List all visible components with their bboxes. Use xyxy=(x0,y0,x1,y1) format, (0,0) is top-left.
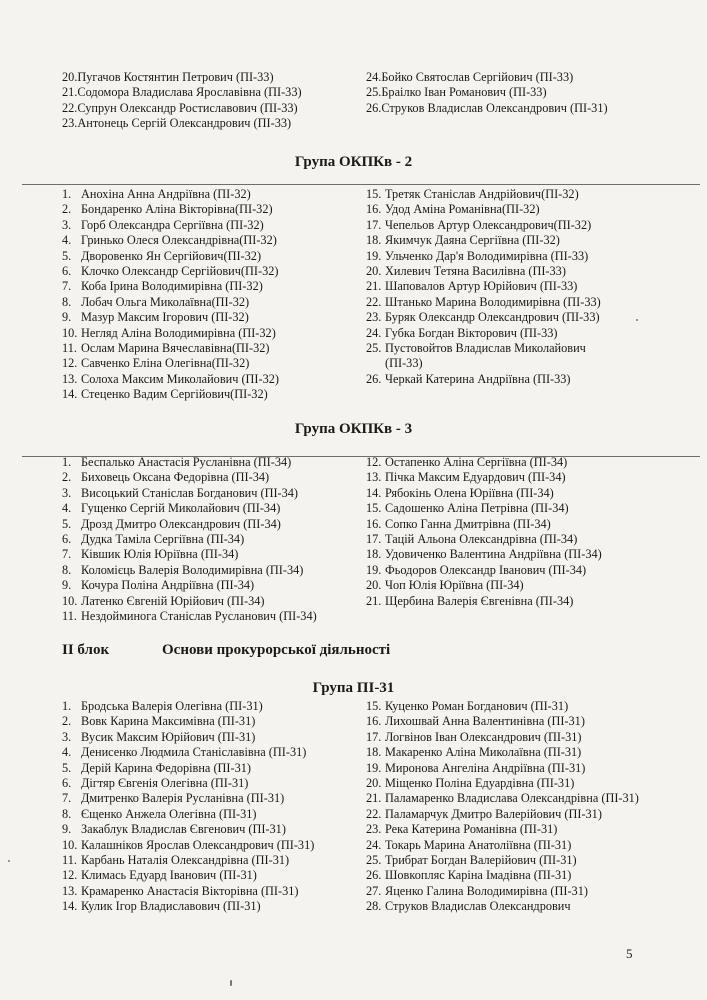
list-item-number: 6. xyxy=(62,264,72,279)
list-item-name: Дрозд Дмитро Олександрович (ПІ-34) xyxy=(81,516,281,531)
list-item-number: 21. xyxy=(366,791,382,806)
group-okpkv3-left xyxy=(62,455,362,624)
list-item-number: 2. xyxy=(62,202,72,217)
group-pi31-left xyxy=(62,699,362,915)
list-item xyxy=(62,249,362,264)
list-item-number: 11. xyxy=(62,853,77,868)
list-item-number: 3. xyxy=(62,485,72,500)
list-item xyxy=(366,295,666,310)
list-item-number: 25. xyxy=(366,853,382,868)
list-item-number: 1. xyxy=(62,455,72,469)
group-okpkv2-left xyxy=(62,187,362,403)
list-item-name: Бондаренко Аліна Вікторівна(ПІ-32) xyxy=(81,202,273,217)
list-item-number: 4. xyxy=(62,501,72,516)
list-item-number: 17. xyxy=(366,217,382,232)
group-okpkv3-right xyxy=(366,455,666,609)
list-item xyxy=(62,455,362,470)
list-item-number: 22. xyxy=(366,806,382,821)
list-item-number: 1. xyxy=(62,699,72,713)
list-item: 26.Струков Владислав Олександрович (ПІ-31) xyxy=(366,100,608,115)
list-item-name: Міщенко Поліна Едуардівна (ПІ-31) xyxy=(385,776,575,791)
list-item-number: 10. xyxy=(62,837,78,852)
list-item-number: 23. xyxy=(366,822,382,837)
list-item xyxy=(62,470,362,485)
page-number: 5 xyxy=(626,946,633,961)
list-item xyxy=(62,295,362,310)
list-item-number: 27. xyxy=(366,883,382,898)
list-item-name: Денисенко Людмила Станіславівна (ПІ-31) xyxy=(81,745,307,760)
list-item-name: Крамаренко Анастасія Вікторівна (ПІ-31) xyxy=(81,883,299,898)
list-item-number: 7. xyxy=(62,791,72,806)
list-item xyxy=(62,202,362,217)
list-item-name: Вусик Максим Юрійович (ПІ-31) xyxy=(81,729,256,744)
list-item-name: Закаблук Владислав Євгенович (ПІ-31) xyxy=(81,822,286,837)
list-item xyxy=(62,279,362,294)
list-item-number: 5. xyxy=(62,248,72,263)
group-pi31-title: Група ПІ-31 xyxy=(312,680,395,696)
list-item xyxy=(62,609,362,624)
list-item-name: (ПІ-33) xyxy=(385,356,423,371)
list-item xyxy=(62,264,362,279)
list-item-name: Удод Аміна Романівна(ПІ-32) xyxy=(385,202,540,217)
list-item-number: 8. xyxy=(62,294,72,309)
list-item xyxy=(366,714,666,729)
list-item-number: 14. xyxy=(366,485,382,500)
list-item-name: Лобач Ольга Миколаївна(ПІ-32) xyxy=(81,294,250,309)
list-item: 21.Содомора Владислава Ярославівна (ПІ-33) xyxy=(62,85,302,100)
list-item xyxy=(366,249,666,264)
list-item-number: 9. xyxy=(62,310,72,325)
list-item-number: 2. xyxy=(62,470,72,485)
list-item-name: Дмитренко Валерія Русланівна (ПІ-31) xyxy=(81,791,285,806)
continued-list-left xyxy=(62,70,362,132)
list-item xyxy=(62,714,362,729)
list-item-number: 23. xyxy=(366,310,382,325)
list-item-number: 20. xyxy=(366,264,382,279)
list-item-name: Тацій Альона Олександрівна (ПІ-34) xyxy=(385,532,578,547)
list-item-name: Логвінов Іван Олександрович (ПІ-31) xyxy=(385,729,582,744)
list-item xyxy=(62,486,362,501)
list-item xyxy=(62,563,362,578)
list-item xyxy=(62,730,362,745)
list-item-number: 21. xyxy=(366,279,382,294)
list-item-name: Остапенко Аліна Сергіївна (ПІ-34) xyxy=(385,455,568,469)
list-item-name: Паламарчук Дмитро Валерійович (ПІ-31) xyxy=(385,806,602,821)
list-item xyxy=(62,517,362,532)
list-item-name: Клочко Олександр Сергійович(ПІ-32) xyxy=(81,264,279,279)
list-item-number: 25. xyxy=(366,341,382,356)
list-item xyxy=(366,563,666,578)
list-item xyxy=(62,776,362,791)
block-title: Основи прокурорської діяльності xyxy=(162,642,391,658)
list-item-number: 4. xyxy=(62,233,72,248)
list-item-name: Климась Едуард Іванович (ПІ-31) xyxy=(81,868,257,883)
list-item-number: 2. xyxy=(62,714,72,729)
list-item-name: Анохіна Анна Андріївна (ПІ-32) xyxy=(81,187,251,201)
list-item-number: 22. xyxy=(366,294,382,309)
list-item-number: 26. xyxy=(366,868,382,883)
list-item: 25.Браілко Іван Романович (ПІ-33) xyxy=(366,85,547,100)
list-item-name: Пустовойтов Владислав Миколайович xyxy=(385,341,586,356)
list-item xyxy=(366,187,666,202)
list-item xyxy=(366,791,666,806)
list-item-number: 10. xyxy=(62,593,78,608)
list-item-number: 21. xyxy=(366,593,382,608)
list-item xyxy=(366,532,666,547)
list-item-name: Паламаренко Владислава Олександрівна (ПІ-31) xyxy=(385,791,639,806)
list-item xyxy=(62,187,362,202)
list-item-name: Сопко Ганна Дмитрівна (ПІ-34) xyxy=(385,516,551,531)
list-item-number: 12. xyxy=(62,356,78,371)
list-item xyxy=(366,776,666,791)
list-item-number: 13. xyxy=(62,883,78,898)
list-item-number: 11. xyxy=(62,341,77,356)
list-item-number: 19. xyxy=(366,760,382,775)
list-item-name: Лихошвай Анна Валентинівна (ПІ-31) xyxy=(385,714,585,729)
list-item xyxy=(62,501,362,516)
list-item xyxy=(62,594,362,609)
list-item-number: 19. xyxy=(366,562,382,577)
list-item-number: 7. xyxy=(62,279,72,294)
list-item xyxy=(62,822,362,837)
list-item-name: Миронова Ангеліна Андріївна (ПІ-31) xyxy=(385,760,586,775)
list-item xyxy=(366,264,666,279)
list-item-number: 17. xyxy=(366,532,382,547)
group-pi31-right xyxy=(366,699,666,915)
list-item-name: Шовкопляс Каріна Імадівна (ПІ-31) xyxy=(385,868,572,883)
list-item xyxy=(366,578,666,593)
list-item-number: 24. xyxy=(366,837,382,852)
list-item xyxy=(366,807,666,822)
list-item-number: 7. xyxy=(62,547,72,562)
list-item-name: Ульченко Дар'я Володимирівна (ПІ-33) xyxy=(385,248,589,263)
list-item-name: Щербина Валерія Євгенівна (ПІ-34) xyxy=(385,593,574,608)
list-item-name: Хилевич Тетяна Василівна (ПІ-33) xyxy=(385,264,566,279)
continued-list-right xyxy=(366,70,666,116)
list-item-name: Буряк Олександр Олександрович (ПІ-33) xyxy=(385,310,600,325)
scan-strike-line xyxy=(22,184,700,185)
list-item xyxy=(62,356,362,371)
list-item-name: Калашніков Ярослав Олександрович (ПІ-31) xyxy=(81,837,315,852)
list-item xyxy=(62,532,362,547)
list-item xyxy=(366,838,666,853)
list-item: 23.Антонець Сергій Олександрович (ПІ-33) xyxy=(62,116,292,131)
list-item xyxy=(62,578,362,593)
list-item-number: 8. xyxy=(62,562,72,577)
list-item-name: Дудка Таміла Сергіївна (ПІ-34) xyxy=(81,532,245,547)
list-item xyxy=(366,547,666,562)
list-item xyxy=(366,202,666,217)
list-item-number: 18. xyxy=(366,745,382,760)
list-item xyxy=(366,218,666,233)
list-item xyxy=(62,387,362,402)
list-item-name: Шаповалов Артур Юрійович (ПІ-33) xyxy=(385,279,578,294)
list-item xyxy=(62,868,362,883)
list-item-name: Дворовенко Ян Сергійович(ПІ-32) xyxy=(81,248,262,263)
list-item xyxy=(62,745,362,760)
list-item xyxy=(366,822,666,837)
list-item-number: 15. xyxy=(366,501,382,516)
list-item-name: Струков Владислав Олександрович xyxy=(385,899,571,914)
list-item-name: Яценко Галина Володимирівна (ПІ-31) xyxy=(385,883,588,898)
list-item-name: Удовиченко Валентина Андріївна (ПІ-34) xyxy=(385,547,602,562)
list-item-name: Дігтяр Євгенія Олегівна (ПІ-31) xyxy=(81,776,249,791)
list-item-name: Губка Богдан Вікторович (ПІ-33) xyxy=(385,325,558,340)
list-item-number: 15. xyxy=(366,187,382,201)
list-item: 24.Бойко Святослав Сергійович (ПІ-33) xyxy=(366,70,574,84)
list-item-name: Мазур Максим Ігорович (ПІ-32) xyxy=(81,310,249,325)
list-item-name: Коба Ірина Володимирівна (ПІ-32) xyxy=(81,279,263,294)
list-item-name: Черкай Катерина Андріївна (ПІ-33) xyxy=(385,371,571,386)
list-item xyxy=(366,341,666,356)
list-item-name: Штанько Марина Володимирівна (ПІ-33) xyxy=(385,294,601,309)
list-item-name: Солоха Максим Миколайович (ПІ-32) xyxy=(81,371,280,386)
list-item-number: 8. xyxy=(62,806,72,821)
list-item-name: Латенко Євгеній Юрійович (ПІ-34) xyxy=(81,593,265,608)
list-item-number: 11. xyxy=(62,609,77,624)
list-item xyxy=(62,899,362,914)
list-item-number: 13. xyxy=(62,371,78,386)
list-item xyxy=(62,218,362,233)
list-item xyxy=(62,791,362,806)
list-item xyxy=(62,699,362,714)
list-item xyxy=(366,501,666,516)
list-item xyxy=(366,372,666,387)
list-item xyxy=(366,699,666,714)
list-item xyxy=(366,310,666,325)
list-item xyxy=(366,745,666,760)
list-item xyxy=(62,341,362,356)
list-item xyxy=(62,547,362,562)
list-item-name: Чоп Юлія Юріївна (ПІ-34) xyxy=(385,578,524,593)
list-item-name: Третяк Станіслав Андрійович(ПІ-32) xyxy=(385,187,579,201)
list-item-number: 5. xyxy=(62,760,72,775)
list-item xyxy=(366,761,666,776)
list-item-name: Беспалько Анастасія Русланівна (ПІ-34) xyxy=(81,455,292,469)
list-item-name: Трибрат Богдан Валерійович (ПІ-31) xyxy=(385,853,577,868)
list-item-number: 3. xyxy=(62,729,72,744)
list-item xyxy=(366,517,666,532)
list-item xyxy=(366,455,666,470)
list-item-number: 20. xyxy=(366,578,382,593)
list-item-number: 3. xyxy=(62,217,72,232)
list-item-number: 6. xyxy=(62,776,72,791)
list-item xyxy=(62,326,362,341)
list-item: 22.Супрун Олександр Ростиславович (ПІ-33) xyxy=(62,100,298,115)
list-item xyxy=(366,326,666,341)
list-item-number: 24. xyxy=(366,325,382,340)
list-item-name: Єщенко Анжела Олегівна (ПІ-31) xyxy=(81,806,257,821)
list-item-number: 17. xyxy=(366,729,382,744)
list-item-name: Макаренко Аліна Миколаївна (ПІ-31) xyxy=(385,745,582,760)
group-okpkv2-right xyxy=(366,187,666,387)
list-item-number: 1. xyxy=(62,187,72,201)
list-item-number: 5. xyxy=(62,516,72,531)
list-item-name: Фьодоров Олександр Іванович (ПІ-34) xyxy=(385,562,587,577)
list-item xyxy=(62,807,362,822)
list-item-name: Коломієць Валерія Володимирівна (ПІ-34) xyxy=(81,562,304,577)
list-item-name: Бродська Валерія Олегівна (ПІ-31) xyxy=(81,699,263,713)
list-item-name: Стеценко Вадим Сергійович(ПІ-32) xyxy=(81,387,268,402)
list-item xyxy=(62,310,362,325)
list-item-name: Негляд Аліна Володимирівна (ПІ-32) xyxy=(81,325,276,340)
list-item-number: 12. xyxy=(366,455,382,469)
list-item xyxy=(62,761,362,776)
list-item-name: Кочура Поліна Андріївна (ПІ-34) xyxy=(81,578,255,593)
list-item xyxy=(366,730,666,745)
list-item-name: Карбань Наталія Олександрівна (ПІ-31) xyxy=(81,853,290,868)
list-item xyxy=(366,486,666,501)
list-item-name: Гущенко Сергій Миколайович (ПІ-34) xyxy=(81,501,281,516)
list-item xyxy=(366,594,666,609)
list-item-number: 9. xyxy=(62,822,72,837)
list-item-name: Висоцький Станіслав Богданович (ПІ-34) xyxy=(81,485,299,500)
list-item-name: Садошенко Аліна Петрівна (ПІ-34) xyxy=(385,501,569,516)
scan-speck xyxy=(230,980,232,986)
block-label: ІІ блок xyxy=(62,642,110,658)
list-item xyxy=(62,372,362,387)
list-item-name: Куценко Роман Богданович (ПІ-31) xyxy=(385,699,569,713)
group-okpkv3-title: Група ОКПКв - 3 xyxy=(294,421,413,437)
list-item-name: Рябокінь Олена Юріївна (ПІ-34) xyxy=(385,485,554,500)
list-item-name: Река Катерина Романівна (ПІ-31) xyxy=(385,822,558,837)
list-item-number: 10. xyxy=(62,325,78,340)
list-item xyxy=(366,233,666,248)
list-item-name: Вовк Карина Максимівна (ПІ-31) xyxy=(81,714,256,729)
list-item-name: Нездойминога Станіслав Русланович (ПІ-34) xyxy=(81,609,317,624)
list-item-number: 16. xyxy=(366,516,382,531)
list-item xyxy=(62,838,362,853)
list-item-name: Дерій Карина Федорівна (ПІ-31) xyxy=(81,760,252,775)
list-item-number: 18. xyxy=(366,233,382,248)
list-item xyxy=(366,279,666,294)
list-item-name: Гринько Олеся Олександрівна(ПІ-32) xyxy=(81,233,277,248)
list-item xyxy=(366,884,666,899)
list-item-name: Ослам Марина Вячеславівна(ПІ-32) xyxy=(81,341,270,356)
list-item-name: Кулик Ігор Владиславович (ПІ-31) xyxy=(81,899,261,914)
list-item xyxy=(366,470,666,485)
list-item-name: Савченко Еліна Олегівна(ПІ-32) xyxy=(81,356,250,371)
list-item-number: 9. xyxy=(62,578,72,593)
list-item-number: 12. xyxy=(62,868,78,883)
list-item-name: Якимчук Даяна Сергіївна (ПІ-32) xyxy=(385,233,560,248)
list-item-number: 19. xyxy=(366,248,382,263)
list-item-number: 26. xyxy=(366,371,382,386)
list-item-name: Токарь Марина Анатоліївна (ПІ-31) xyxy=(385,837,572,852)
list-item-number: 14. xyxy=(62,387,78,402)
list-item-number: 16. xyxy=(366,202,382,217)
list-item-name: Пічка Максим Едуардович (ПІ-34) xyxy=(385,470,566,485)
list-item-name: Биховець Оксана Федорівна (ПІ-34) xyxy=(81,470,270,485)
scan-speck xyxy=(636,319,638,321)
list-item-number: 28. xyxy=(366,899,382,914)
list-item xyxy=(366,853,666,868)
list-item-number: 4. xyxy=(62,745,72,760)
list-item xyxy=(62,233,362,248)
list-item-number: 16. xyxy=(366,714,382,729)
list-item-number: 13. xyxy=(366,470,382,485)
list-item-number: 14. xyxy=(62,899,78,914)
list-item: 20.Пугачов Костянтин Петрович (ПІ-33) xyxy=(62,70,274,84)
list-item-name: Горб Олександра Сергіївна (ПІ-32) xyxy=(81,217,264,232)
scan-speck xyxy=(8,860,10,862)
list-item-name: Чепельов Артур Олександрович(ПІ-32) xyxy=(385,217,592,232)
list-item-number: 20. xyxy=(366,776,382,791)
list-item-name: Ківшик Юлія Юріївна (ПІ-34) xyxy=(81,547,239,562)
list-item xyxy=(62,853,362,868)
list-item-number: 15. xyxy=(366,699,382,713)
list-item-number: 18. xyxy=(366,547,382,562)
list-item xyxy=(62,884,362,899)
list-item-number: 6. xyxy=(62,532,72,547)
list-item xyxy=(366,899,666,914)
list-item xyxy=(366,868,666,883)
group-okpkv2-title: Група ОКПКв - 2 xyxy=(294,154,413,170)
list-item xyxy=(366,356,666,371)
